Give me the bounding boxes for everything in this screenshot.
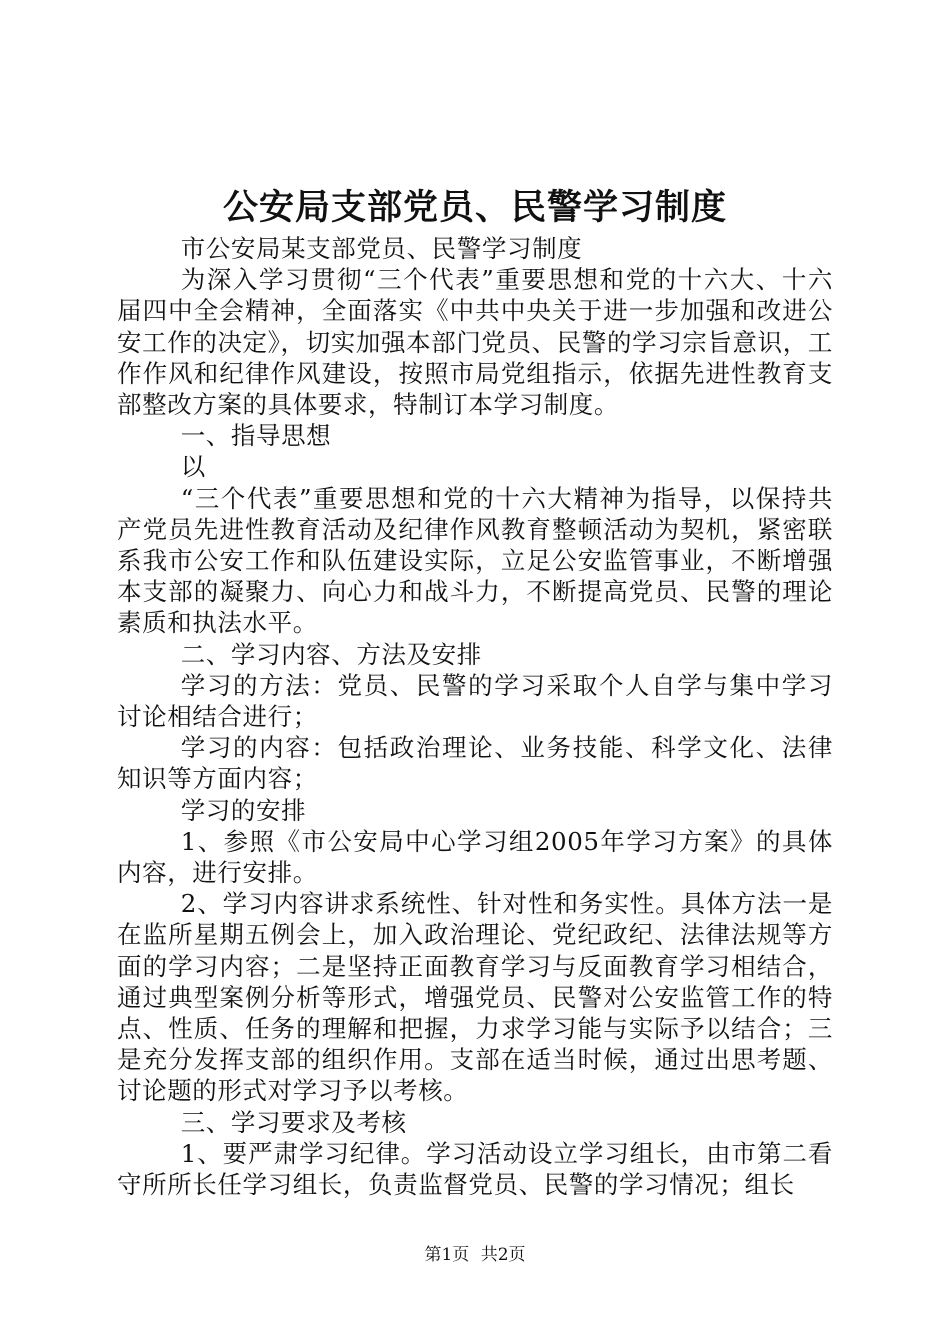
document-body xyxy=(117,233,833,1200)
section-heading-requirements: 三、学习要求及考核 xyxy=(180,1107,407,1137)
paragraph-arrangement-2: 2、学习内容讲求系统性、针对性和务实性。具体方法一是在监所星期五例会上，加入政治理论、党纪政纪、法律法规等方面的学习内容；二是坚持正面教育学习与反面教育学习相结合，通过典型案例分析等形式，增强党员、民警对公安监管工作的特点、性质、任务的理解和把握，力求学习能与实际予以结合；三是充分发挥支部的组织作用。支部在适当时候，通过出思考题、讨论题的形式对学习予以考核。 xyxy=(117,889,833,1106)
page-total: 共2页 xyxy=(480,1245,526,1265)
section-heading-guiding-thought: 一、指导思想 xyxy=(180,421,332,451)
paragraph-study-arrangement: 学习的安排 xyxy=(180,795,307,825)
paragraph-requirement-1: 1、要严肃学习纪律。学习活动设立学习组长，由市第二看守所所长任学习组长，负责监督党员、民警的学习情况；组长 xyxy=(117,1138,833,1200)
paragraph-study-method: 学习的方法：党员、民警的学习采取个人自学与集中学习讨论相结合进行； xyxy=(117,670,833,732)
paragraph-intro: 为深入学习贯彻“三个代表”重要思想和党的十六大、十六届四中全会精神，全面落实《中共中央关于进一步加强和改进公安工作的决定》，切实加强本部门党员、民警的学习宗旨意识，工作作风和纪律作风建设，按照市局党组指示，依据先进性教育支部整改方案的具体要求，特制订本学习制度。 xyxy=(117,265,833,420)
page-number: 第1页 xyxy=(424,1245,470,1265)
section-heading-content-method: 二、学习内容、方法及安排 xyxy=(180,639,482,669)
paragraph-arrangement-1: 1、参照《市公安局中心学习组2005年学习方案》的具体内容，进行安排。 xyxy=(117,826,833,888)
paragraph-subtitle: 市公安局某支部党员、民警学习制度 xyxy=(180,234,583,263)
document-title: 公安局支部党员、民警学习制度 xyxy=(222,187,727,228)
paragraph-guiding-thought: “三个代表”重要思想和党的十六大精神为指导，以保持共产党员先进性教育活动及纪律作风教育整顿活动为契机，紧密联系我市公安工作和队伍建设实际，立足公安监管事业，不断增强本支部的凝聚力、向心力和战斗力，不断提高党员、民警的理论素质和执法水平。 xyxy=(117,483,833,638)
paragraph-fragment: 以 xyxy=(180,452,206,482)
paragraph-study-content: 学习的内容：包括政治理论、业务技能、科学文化、法律知识等方面内容； xyxy=(117,733,833,794)
page-footer xyxy=(0,1243,950,1267)
